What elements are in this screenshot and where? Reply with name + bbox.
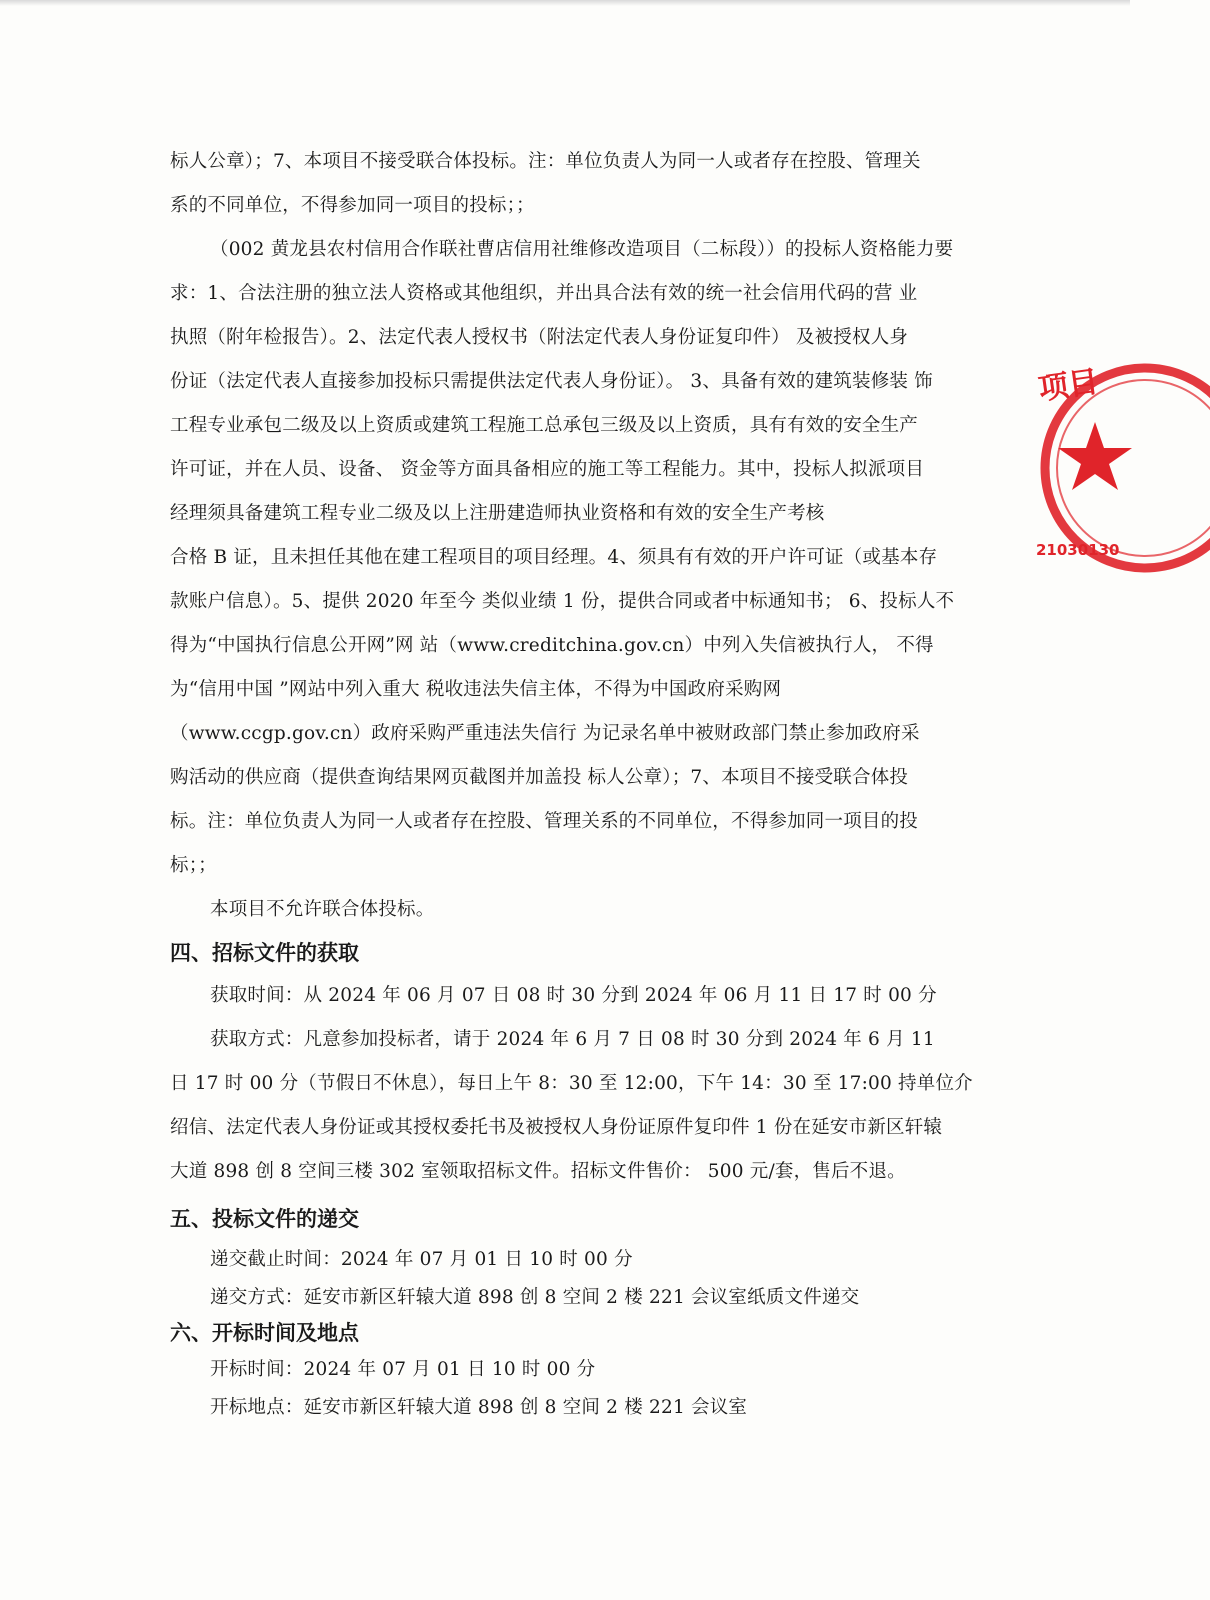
obtain-method-line-2: 日 17 时 00 分（节假日不休息），每日上午 8：30 至 12:00，下午 14：30 至 17:00 持单位介 [170,1073,973,1094]
qualification-line-15: 购活动的供应商（提供查询结果网页截图并加盖投 标人公章）；7、本项目不接受联合体投 [170,767,909,788]
obtain-time: 获取时间：从 2024 年 06 月 07 日 08 时 30 分到 2024 年 06 月 11 日 17 时 00 分 [210,985,937,1006]
qualification-line-9: 经理须具备建筑工程专业二级及以上注册建造师执业资格和有效的安全生产考核 [170,503,825,524]
qualification-line-7: 工程专业承包二级及以上资质或建筑工程施工总承包三级及以上资质，具有有效的安全生产 [170,415,919,436]
obtain-method-line-4: 大道 898 创 8 空间三楼 302 室领取招标文件。招标文件售价： 500 元/套，售后不退。 [170,1161,906,1182]
qualification-line-4: 求：1、合法注册的独立法人资格或其他组织，并出具合法有效的统一社会信用代码的营 业 [170,283,918,304]
qualification-line-6: 份证（法定代表人直接参加投标只需提供法定代表人身份证）。 3、具备有效的建筑装修装 饰 [170,371,933,392]
qualification-line-14: （www.ccgp.gov.cn）政府采购严重违法失信行 为记录名单中被财政部门禁止参加政府采 [170,723,920,744]
qualification-line-10: 合格 B 证，且未担任其他在建工程项目的项目经理。4、须具有有效的开户许可证（或基本存 [170,547,938,568]
obtain-method-line-1: 获取方式：凡意参加投标者，请于 2024 年 6 月 7 日 08 时 30 分到 2024 年 6 月 11 [210,1029,935,1050]
qualification-line-8: 许可证，并在人员、设备、 资金等方面具备相应的施工等工程能力。其中，投标人拟派项目 [170,459,925,480]
section-heading-submission: 五、投标文件的递交 [170,1207,359,1231]
qualification-line-3: （002 黄龙县农村信用合作联社曹店信用社维修改造项目（二标段））的投标人资格能力要 [210,239,954,260]
red-seal-stamp [1036,350,1210,585]
submission-deadline: 递交截止时间：2024 年 07 月 01 日 10 时 00 分 [210,1249,633,1270]
seal-star-icon [1058,422,1132,490]
qualification-line-13: 为“信用中国 ”网站中列入重大 税收违法失信主体，不得为中国政府采购网 [170,679,782,700]
qualification-line-16: 标。注：单位负责人为同一人或者存在控股、管理关系的不同单位，不得参加同一项目的投 [170,811,919,832]
section-heading-opening: 六、开标时间及地点 [170,1321,359,1345]
qualification-line-17: 标；； [170,855,217,876]
seal-text-top: 项目 [1036,364,1101,408]
obtain-method-line-3: 绍信、法定代表人身份证或其授权委托书及被授权人身份证原件复印件 1 份在延安市新区轩辕 [170,1117,943,1138]
opening-place: 开标地点：延安市新区轩辕大道 898 创 8 空间 2 楼 221 会议室 [210,1397,748,1418]
qualification-line-12: 得为“中国执行信息公开网”网 站（www.creditchina.gov.cn）中列入失信被执行人， 不得 [170,635,934,656]
seal-text-bottom: 21030130 [1036,541,1120,559]
consortium-note: 本项目不允许联合体投标。 [210,899,435,920]
qualification-line-11: 款账户信息）。5、提供 2020 年至今 类似业绩 1 份，提供合同或者中标通知书； 6、投标人不 [170,591,955,612]
submission-method: 递交方式：延安市新区轩辕大道 898 创 8 空间 2 楼 221 会议室纸质文件递交 [210,1287,860,1308]
section-heading-obtain-documents: 四、招标文件的获取 [170,941,359,965]
qualification-line-2: 系的不同单位，不得参加同一项目的投标；； [170,195,535,216]
opening-time: 开标时间：2024 年 07 月 01 日 10 时 00 分 [210,1359,596,1380]
qualification-line-5: 执照（附年检报告）。2、法定代表人授权书（附法定代表人身份证复印件） 及被授权人身 [170,327,909,348]
qualification-line-1: 标人公章）；7、本项目不接受联合体投标。注：单位负责人为同一人或者存在控股、管理关 [170,151,921,172]
